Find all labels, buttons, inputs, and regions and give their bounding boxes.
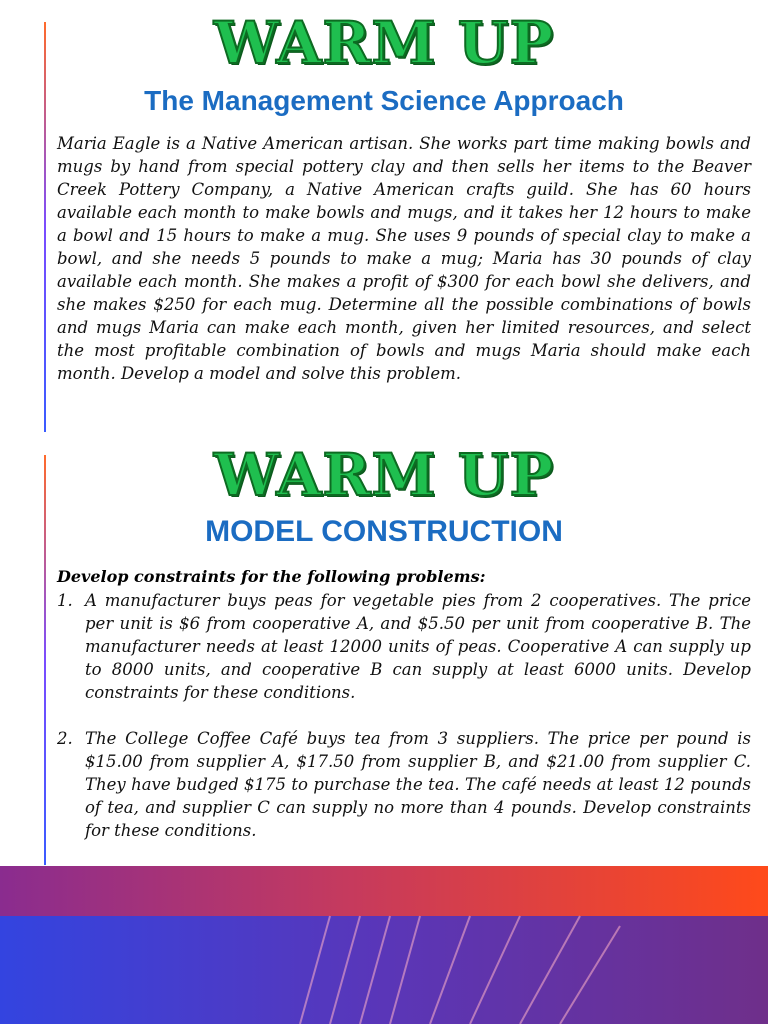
instructions-prompt: Develop constraints for the following problems: [57, 567, 486, 586]
problem-text: A manufacturer buys peas for vegetable pies from 2 cooperatives. The price per unit is $6 from cooperative A, and $5.50 per unit from cooperative B. The manufacturer needs at least 12000 units of peas. Cooperative A can supply up to 8000 units, and cooperative B can supply at least 6000 units. Develop constraints for these conditions. [85, 591, 751, 702]
footer-light-streaks [0, 866, 768, 1024]
problem-paragraph: Maria Eagle is a Native American artisan. She works part time making bowls and mugs by hand from special pottery clay and then sells her items to the Beaver Creek Pottery Company, a Native American crafts guild. She has 60 hours available each month to make bowls and mugs, and it takes her 12 hours to make a bowl and 15 hours to make a mug. She uses 9 pounds of special clay to make a bowl, and she needs 5 pounds to make a mug; Maria has 30 pounds of clay available each month. She makes a profit of $300 for each bowl she delivers, and she makes $250 for each mug. Determine all the possible combinations of bowls and mugs Maria can make each month, given her limited resources, and select the most profitable combination of bowls and mugs Maria should make each month. Develop a model and solve this problem. [57, 134, 751, 383]
warm-up-heading: WARM UP [213, 441, 555, 509]
warm-up-heading: WARM UP [213, 9, 555, 77]
section-subtitle: The Management Science Approach [144, 85, 624, 116]
section-subtitle: MODEL CONSTRUCTION [205, 515, 563, 548]
problem-number: 2. [57, 729, 73, 748]
problem-text: The College Coffee Café buys tea from 3 suppliers. The price per pound is $15.00 from supplier A, $17.50 from supplier B, and $21.00 from supplier C. They have budged $175 to purchase the tea. The café needs at least 12 pounds of tea, and supplier C can supply no more than 4 pounds. Develop constraints for these conditions. [85, 729, 751, 840]
decorative-footer [0, 866, 768, 1024]
problem-number: 1. [57, 591, 73, 610]
